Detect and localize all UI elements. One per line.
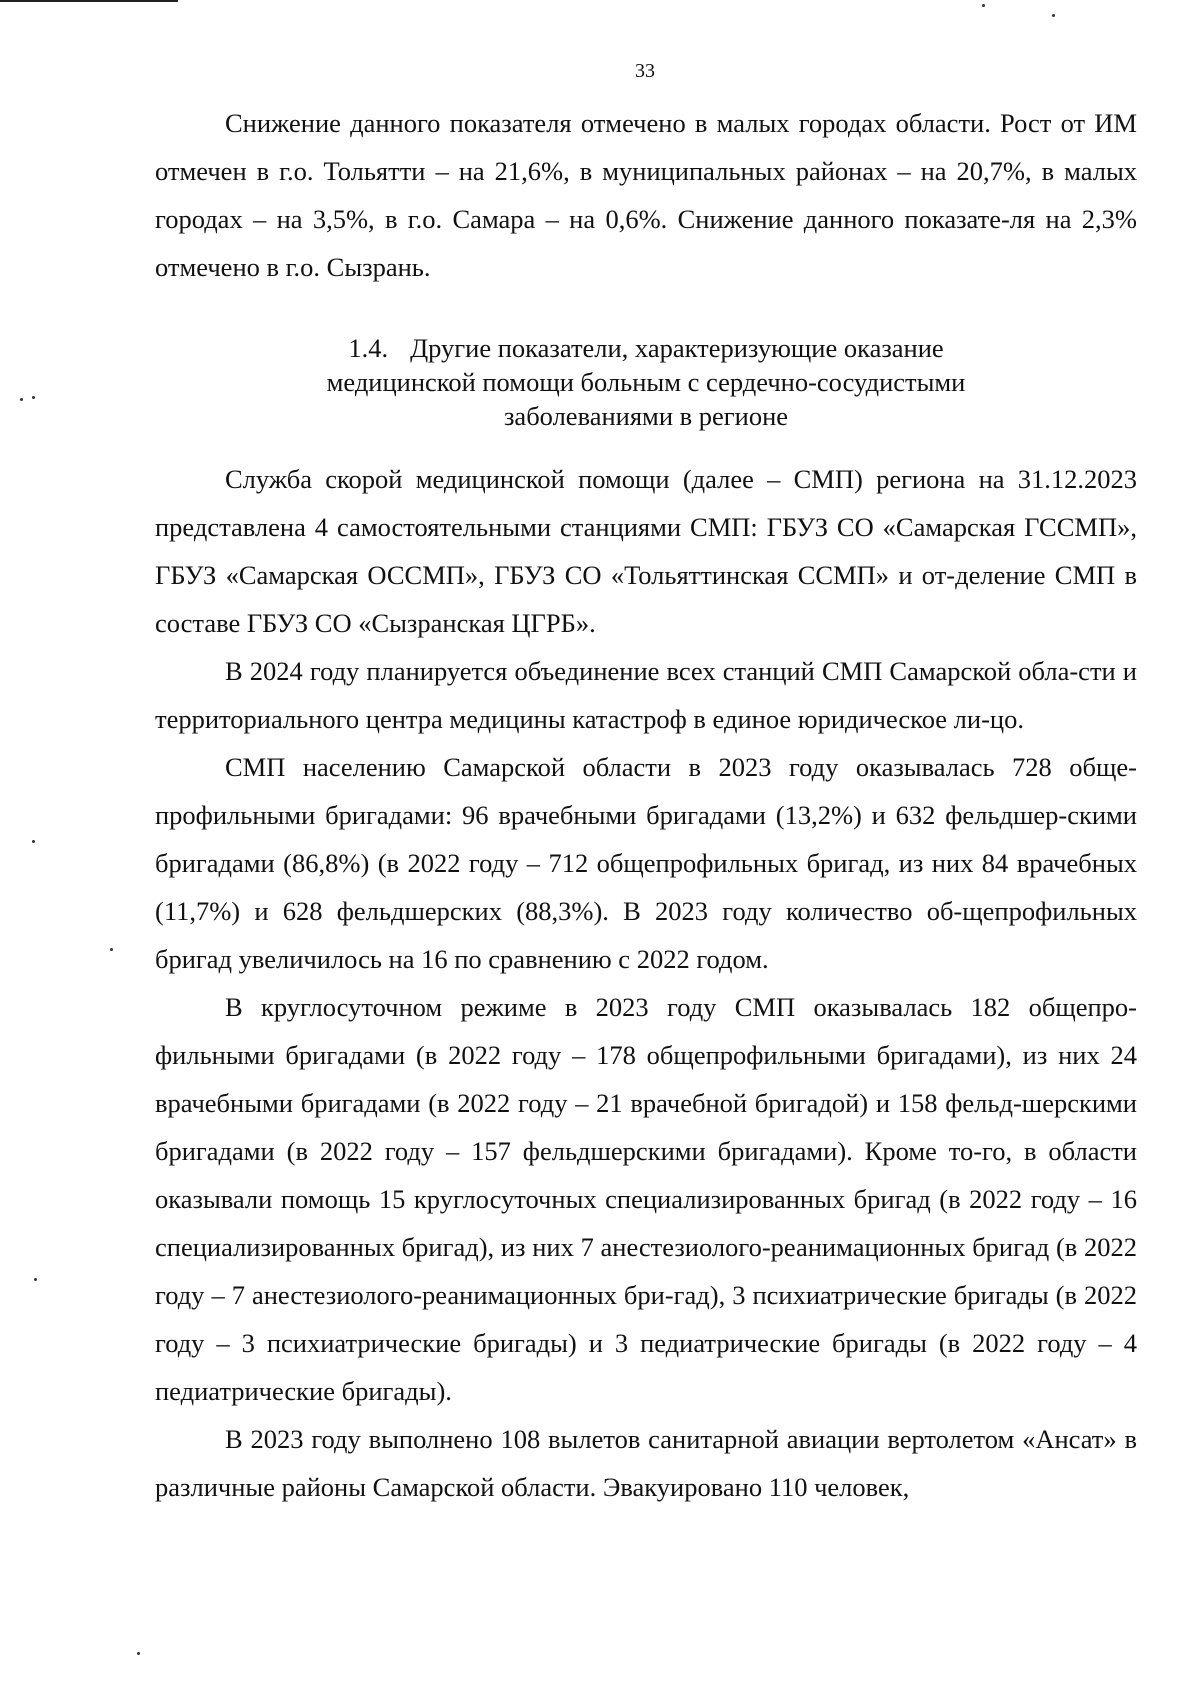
- scan-edge-line: [0, 0, 178, 2]
- section-number: 1.4.: [348, 333, 389, 363]
- section-heading: [155, 331, 1137, 433]
- page-number: 33: [635, 60, 655, 82]
- scan-speck: [137, 1652, 140, 1655]
- scan-speck: [32, 840, 35, 843]
- scan-speck: [34, 1278, 37, 1281]
- scan-speck: [982, 4, 985, 7]
- section-title-line: Другие показатели, характеризующие оказание: [410, 333, 944, 363]
- paragraph: СМП населению Самарской области в 2023 году оказывалась 728 обще-профильными бригадами: 96 врачебными бригадами (13,2%) и 632 фельдшер-скими бригадами (86,8%) (в 2022 году – 712 общепрофильных бригад, из них 84 врачебных (11,7%) и 628 фельдшерских (88,3%). В 2023 году количество об-щепрофильных бригад увеличилось на 16 по сравнению с 2022 годом.: [155, 752, 1137, 974]
- section-title-line: заболеваниями в регионе: [503, 401, 789, 431]
- paragraph: В 2024 году планируется объединение всех станций СМП Самарской обла-сти и территориального центра медицины катастроф в единое юридическое ли-цо.: [155, 656, 1137, 734]
- paragraph: В 2023 году выполнено 108 вылетов санитарной авиации вертолетом «Ансат» в различные районы Самарской области. Эвакуировано 110 человек,: [155, 1424, 1137, 1502]
- scan-speck: [110, 948, 113, 951]
- scan-speck: [20, 398, 23, 401]
- document-body: [155, 99, 1137, 1511]
- scan-speck: [1052, 14, 1055, 17]
- scan-speck: [32, 396, 35, 399]
- paragraph: Служба скорой медицинской помощи (далее – СМП) региона на 31.12.2023 представлена 4 самостоятельными станциями СМП: ГБУЗ СО «Самарская ГССМП», ГБУЗ «Самарская ОССМП», ГБУЗ СО «Тольяттинская ССМП» и от-деление СМП в составе ГБУЗ СО «Сызранская ЦГРБ».: [155, 464, 1137, 638]
- paragraph: В круглосуточном режиме в 2023 году СМП оказывалась 182 общепро-фильными бригадами (в 2022 году – 178 общепрофильными бригадами), из них 24 врачебными бригадами (в 2022 году – 21 врачебной бригадой) и 158 фельд-шерскими бригадами (в 2022 году – 157 фельдшерскими бригадами). Кроме то-го, в области оказывали помощь 15 круглосуточных специализированных бригад (в 2022 году – 16 специализированных бригад), из них 7 анестезиолого-реанимационных бригад (в 2022 году – 7 анестезиолого-реанимационных бри-гад), 3 психиатрические бригады (в 2022 году – 3 психиатрические бригады) и 3 педиатрические бригады (в 2022 году – 4 педиатрические бригады).: [155, 992, 1137, 1406]
- section-title-line: медицинской помощи больным с сердечно-сосудистыми: [326, 367, 966, 397]
- paragraph: Снижение данного показателя отмечено в малых городах области. Рост от ИМ отмечен в г.о. Тольятти – на 21,6%, в муниципальных районах – на 20,7%, в малых городах – на 3,5%, в г.о. Самара – на 0,6%. Снижение данного показате-ля на 2,3% отмечено в г.о. Сызрань.: [155, 108, 1137, 282]
